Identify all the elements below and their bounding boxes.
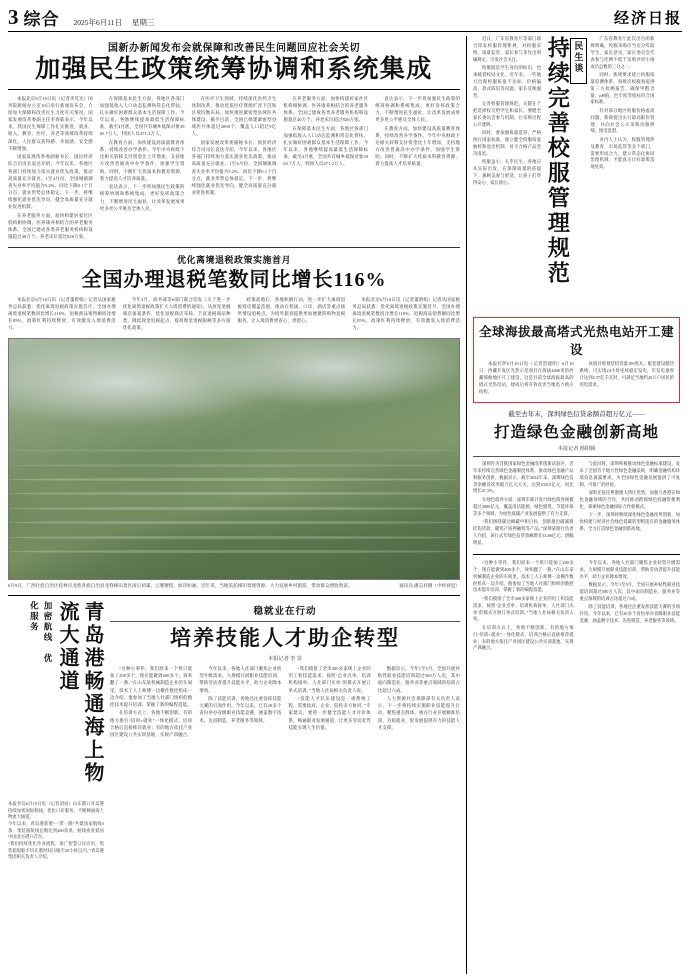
divider (8, 247, 460, 248)
paragraph: 在教育方面，加快建设高质量教育体系，持续改善办学条件。今年中央财政下达相关转移支付资金比上年增加，支持地方改善普通高中办学条件、加强学生资助。同时，不断扩大优质本科教育资源，着力提高人才培养质量。 (99, 140, 185, 181)
paragraph: “我们摸排了全市300多家规上企业的用工和技能需求，按照‘企业点单、培训机构接单、人社部门买单’的模式开展订单式培训。”当地人社局相关负责人说。 (288, 666, 371, 693)
paragraph: 除了技能培训，各地还注重发挥技能大赛的引领作用。今年以来，已有20多个省份举办省级职业技能竞赛，涵盖数字技术、先进制造、养老服务等领域。 (579, 604, 680, 623)
paragraph: 校服虽小，关乎民生。各地应从实际出发，在保障质量的前提下，兼顾美观与舒适，让孩子们穿得安心、家长放心。 (473, 158, 541, 185)
paragraph: 针对部分地区校服价格虚高问题，新规提出实行最高限价管理，并向社会公示采购价格明细，接受监督。 (590, 107, 655, 134)
divider (473, 456, 680, 457)
paragraph: 今年以来，青岛港新增“一带一路”共建国家航线3条，集装箱航线总数达到260余条，航线密度稳居中国北方港口首位。 (8, 820, 104, 840)
paragraph: 数据显示，今年1至5月，全国开展补贴性职业技能培训超过500万人次，其中面向制造业、服务业等重点领域的培训占比超过六成。 (377, 666, 460, 693)
minsheng-title-group (544, 36, 587, 312)
green-col-2 (580, 461, 681, 548)
paragraph: 校服既是学生身份的标识，也承载着校园文化。近年来，一些地方出现校服质量不达标、价格偏高、款式陈旧等问题，家长反映强烈。 (473, 65, 541, 98)
paragraph: 在养老服务方面，加快构建居家社区机构相协调、医养康养相结合的养老服务体系。全国已建成各类养老服务机构和设施超过40万个，养老床位超过820万张。 (8, 212, 93, 240)
green-byline: 本报记者 杨阳腾 (557, 445, 596, 452)
paragraph: 除了技能培训，各地还注重发挥技能大赛的引领作用。今年以来，已有20多个省份举办省级职业技能竞赛，涵盖数字技术、先进制造、养老服务等领域。 (199, 696, 282, 723)
paragraph: 本报青岛6月10日电（记者刘成）山东港口青岛港持续加密国际航线，优化口岸服务，不断畅通海上物流大通道。 (8, 800, 104, 820)
paragraph: “这种小零件，我们原来一个班只能加工200多个，现在能做到400多个，效率翻了一番。”在山东某机械制造企业的车间里，技术工人王师傅一边操作数控机床一边介绍。他参加了当地人社部门组织的数控技术提升培训，掌握了新的编程技能。 (473, 559, 574, 593)
paragraph: 深圳作为首批国家绿色金融改革创新试验区，近年来持续完善绿色金融制度体系，推动绿色金融产品和服务创新。数据显示，截至2024年末，深圳绿色信贷余额首次突破万亿元大关，达到10215亿元，同比增长21.5%。 (473, 460, 574, 494)
lead-body (8, 95, 460, 242)
paragraph: “技能人才队伍建设是一项系统工程，需要政府、企业、院校多方协同。”专家建议，要进一步健全技能人才评价体系，畅通职业发展通道，让更多劳动者凭技能实现人生价值。 (288, 696, 371, 730)
paragraph: 下一步，深圳将继续深化绿色金融改革创新，加快构建与经济社会绿色低碳转型相适应的金融服务体系，全力打造绿色金融创新高地。 (579, 512, 680, 531)
qingdao-feature (8, 601, 104, 801)
minsheng-side-text-2 (590, 36, 654, 312)
bottom-col-2 (199, 665, 281, 739)
paragraph: 在保障基本民生方面，各地区各部门加强低收入人口动态监测和常态化帮扶，扎实做好困难群众基本生活保障工作。今年以来，各地继续提高最低生活保障标准，截至4月底，全国共有城乡低保对象3965.7万人，特困人员471.2万人。 (283, 125, 369, 167)
paragraph: “我们持续优化作业流程，推广智慧口岸应用，集装箱船舶平均在港时间压缩至20小时以内。”青岛港集团相关负责人介绍。 (8, 840, 104, 860)
boxed-story (473, 317, 680, 403)
section-name: 综合 (23, 10, 60, 29)
page-number: 3 (8, 5, 19, 29)
right-bottom-body (473, 560, 680, 654)
paragraph: 同时，新规要求建立校服质量追溯体系，每批次校服须提供第三方检测报告，确保甲醛含量、pH值、色牢度等指标符合国家标准。 (590, 71, 655, 105)
caption-text: 6月9日，广西壮族自治区桂林市龙胜各族自治县龙脊梯田景区雨后初霁，云雾缭绕，如诗如画。近年来，当地依托梯田景观资源，大力发展乡村旅游，带动群众增收致富。 (8, 582, 353, 588)
boxed-body (479, 361, 674, 397)
paragraph: “这种小零件，我们原来一个班只能加工200多个，现在能做到400多个，效率翻了一番。”在山东某机械制造企业的车间里，技术工人王师傅一边操作数控机床一边介绍。他参加了当地人社部门组织的数控技术提升培训，掌握了新的编程技能。 (110, 666, 193, 707)
story2-col-1 (8, 296, 116, 333)
paragraph: 广东省教育厅此次出台的新规明确，校服采购应当充分听取学生、家长意见，家长委员会代表参与比例不低于采购评审小组成员总数的三分之一。 (590, 36, 655, 69)
green-body (473, 461, 680, 548)
boxed-headline: 全球海拔最高塔式光热电站开工建设 (479, 325, 675, 357)
paragraph: 在教育方面，加快建设高质量教育体系，持续改善办学条件。今年中央财政下达相关转移支付资金比上年增加，支持地方改善普通高中办学条件、加强学生资助。同时，不断扩大优质本科教育资源，着力提高人才培养质量。 (375, 125, 460, 167)
paragraph: 完善校服管理规范，关键在于把选择权交给学生和家长。要健全家长委员会参与机制，让采购过程公开透明。 (473, 100, 541, 127)
story2-col-2 (123, 296, 231, 333)
minsheng-tag: 民生谈 (570, 38, 587, 84)
page-grid (8, 36, 682, 974)
terrace-photo (8, 338, 460, 580)
green-kicker: 截至去年末，深圳绿色信贷余额首超万亿元—— (508, 410, 645, 418)
green-col-1 (473, 461, 574, 548)
photo-credit: 通讯员 潘志祥摄（中经视觉） (399, 582, 460, 588)
paragraph: 在保障基本民生方面，各地区各部门加强低收入人口动态监测和常态化帮扶，扎实做好困难群众基本生活保障工作。今年以来，各地继续提高最低生活保障标准，截至4月底，全国共有城乡低保对象3965.7万人，特困人员471.2万人。 (99, 95, 185, 137)
photo-block (8, 338, 460, 589)
lead-col-3 (192, 95, 277, 242)
story2-col-4 (352, 296, 460, 333)
paragraph: 本报拉萨6月10日电（记者贺建明）6月10日，西藏开发区光热示范项目在海拔4400米的西藏那曲地区开工建设，这是目前全球海拔最高的塔式光热电站，建成后将有效改善当地电力供应结构。 (479, 361, 574, 394)
paragraph: 本报北京6月10日讯（记者董碧娟）记者从国家税务总局获悉：优化离境退税政策实施首月，全国办理离境退税笔数同比增长116%，退税商品销售额同比增长85%，政策红利持续释放，有效激发入境消费活力。 (352, 296, 460, 331)
right-bottom-col-1 (473, 560, 574, 654)
divider (8, 89, 460, 90)
paragraph: 近日，广东省教育厅等部门联合印发校服管理新规，对校服采购、质量监管、家长参与等作出明确规定，引发社会关注。 (473, 36, 541, 62)
paragraph: 袁达表示，下一步将加强民生政策的统筹协调和系统集成，更好发挥政策合力，不断增进民生福祉，让改革发展成果更多更公平惠及全体人民。 (99, 184, 185, 211)
qingdao-kicker: 加密航线 优化服务 (29, 600, 53, 664)
paragraph: 国家发展改革委副秘书长、国民经济综合司司长袁达介绍，今年以来，各地区各部门持续加力落实就业优先政策，推动高质量充分就业。1至4月份，全国城镇调查失业率平均值为5.2%，同比下降0.1个百分点，就业形势总体稳定。下一步，将继续强化就业优先导向，健全高质量充分就业促进机制。 (191, 140, 277, 195)
paragraph: 今年以来，各地人社部门聚焦企业转型升级需求，大规模开展职业技能培训，帮助劳动者提升技能水平，助力企业降本增效。 (199, 666, 282, 693)
bottom-byline (110, 655, 460, 662)
paragraph: 在医疗卫生领域，持续深化医药卫生体制改革，推动优质医疗资源扩容下沉和区域均衡布局。加快推进紧密型县域医共体建设，截至目前，全国已组建紧密型县域医共体超过2000个，覆盖人口超过9亿人。 (191, 95, 277, 137)
qingdao-title: 青岛港畅通海上物流大通道 (56, 600, 103, 785)
lead-col-5 (375, 95, 460, 242)
story2-kicker: 优化离境退税政策实施首月 (176, 254, 291, 265)
paragraph: 袁达表示，下一步将加强民生政策的统筹协调和系统集成，更好发挥政策合力，不断增进民生福祉，让改革发展成果更多更公平惠及全体人民。 (375, 95, 460, 123)
paragraph: 本报北京6月10日讯（记者李芃达）国务院新闻办公室10日举行新闻发布会，介绍加大保障和改善民生力度有关情况。国家发展改革委副主任李春临表示，今年以来，我国民生保障工作扎实推进，就业、收入、教育、医疗、养老等领域改革持续深化，人民群众获得感、幸福感、安全感不断增强。 (8, 95, 93, 151)
paragraph: 在绿色债券方面，深圳市累计发行绿色债券规模超过2000亿元，覆盖清洁能源、绿色建筑、节能环保等多个领域，为绿色低碳产业发展提供了有力支撑。 (473, 496, 574, 516)
paragraph: 数据显示，今年1至5月，全国开展补贴性职业技能培训超过500万人次，其中面向制造业、服务业等重点领域的培训占比超过六成。 (579, 582, 680, 601)
paragraph: 本报北京6月10日讯（记者董碧娟）记者从国家税务总局获悉：优化离境退税政策实施首月，全国办理离境退税笔数同比增长116%，退税商品销售额同比增长85%，政策红利持续释放，有效激发入境消费活力。 (8, 296, 116, 331)
paragraph: 国家发展改革委副秘书长、国民经济综合司司长袁达介绍，今年以来，各地区各部门持续加力落实就业优先政策，推动高质量充分就业。1至4月份，全国城镇调查失业率平均值为5.2%，同比下降0.1个百分点，就业形势总体稳定。下一步，将继续强化就业优先导向，健全高质量充分就业促进机制。 (8, 154, 93, 210)
story2-col-3 (238, 296, 346, 333)
left-column (8, 36, 460, 974)
green-headline: 打造绿色金融创新高地 (493, 423, 659, 441)
lead-col-2 (100, 95, 185, 242)
byline-label: 本报记者 (268, 656, 289, 663)
paragraph: 同时，要加强质量监管，严格执行国家标准，建立健全校服质量抽检和退出机制，对不合格产品坚决清退。 (473, 129, 541, 156)
lead-headline: 加强民生政策统筹协调和系统集成 (35, 56, 433, 83)
paragraph: 今年4月，商务部等6部门联合印发《关于进一步优化离境退税政策扩大入境消费的通知》，从放宽退税商店备案条件、优化退税商店布局、丰富退税商品种类、降低现金退税起点、提高现金退税限额等多方面优化政策。 (122, 296, 231, 331)
divider (473, 554, 680, 555)
bottom-col-4 (378, 665, 460, 739)
paragraph: 业内人士认为，校服管理涉及教育、市场监管等多个部门，需要形成合力，建立常态化协同治理机制，才能真正让好政策落地见效。 (590, 136, 655, 170)
paragraph: 在养老服务方面，加快构建居家社区机构相协调、医养康养相结合的养老服务体系。全国已建成各类养老服务机构和设施超过40万个，养老床位超过820万张。 (283, 95, 369, 123)
paragraph: 人力资源社会保障部有关负责人表示，下一步将持续实施职业技能提升行动，聚焦重点群体、重点行业开展精准培训，为稳就业、促发展提供有力的技能人才支撑。 (377, 696, 460, 730)
qingdao-body (8, 801, 104, 861)
lead-col-1 (8, 95, 93, 242)
minsheng-block (473, 36, 680, 312)
paragraph: 该项目规划装机容量100兆瓦，配套建设储热系统，可实现24小时连续稳定发电，年发电量预计达到2.37亿千瓦时，可满足当地约20万户居民的用电需求。 (579, 361, 674, 387)
paragraph: 在培训方式上，各地不断创新。有的地方推行“培训+就业”一体化模式，培训合格后直接推荐就业；有的地方依托产业园区建设公共实训基地，实现产训融合。 (473, 624, 574, 651)
bottom-section-tag: 稳就业在行动 (253, 606, 317, 617)
issue-date (74, 19, 155, 29)
bottom-col-3 (289, 665, 371, 739)
story2-body (8, 296, 460, 333)
story2-headline: 全国办理退税笔数同比增长116% (81, 268, 387, 291)
masthead (8, 6, 682, 32)
boxed-col-1 (479, 361, 574, 397)
divider (8, 595, 460, 596)
bottom-body (110, 665, 460, 739)
photo-caption (8, 582, 460, 589)
lower-left-block (8, 601, 460, 801)
right-bottom-col-2 (580, 560, 681, 654)
boxed-col-2 (580, 361, 675, 397)
paragraph: 在培训方式上，各地不断创新。有的地方推行“培训+就业”一体化模式，培训合格后直接推荐就业；有的地方依托产业园区建设公共实训基地，实现产训融合。 (110, 710, 193, 737)
weekday-text: 星期三 (131, 17, 155, 27)
minsheng-side-text (473, 36, 541, 312)
paragraph: 今年以来，各地人社部门聚焦企业转型升级需求，大规模开展职业技能培训，帮助劳动者提升技能水平，助力企业降本增效。 (579, 559, 680, 579)
bottom-story-block (110, 601, 460, 801)
paragraph: 深圳还依托粤港澳大湾区优势，加强与香港在绿色金融领域的合作，共同推动跨境绿色投融资便利化，探索绿色金融国际合作新模式。 (579, 489, 680, 509)
paragraph: “我们摸排了全市300多家规上企业的用工和技能需求，按照‘企业点单、培训机构接单、人社部门买单’的模式开展订单式培训。”当地人社局相关负责人说。 (473, 595, 574, 622)
paragraph: “我们围绕碳达峰碳中和目标，创新推出碳减排挂钩贷款、碳资产质押融资等产品。”深圳某银行负责人介绍，该行去年绿色信贷余额增长33.86亿元，增幅明显。 (473, 518, 574, 545)
paragraph: 与此同时，深圳积极推动绿色金融标准建设，发布了全国首个地方性绿色金融法规，明确金融机构环境信息披露要求，为全国绿色金融发展提供了可复制、可推广的经验。 (579, 460, 680, 487)
lead-kicker: 国新办新闻发布会就保障和改善民生问题回应社会关切 (108, 43, 360, 54)
bottom-headline: 培养技能人才助企转型 (170, 625, 400, 650)
byline-name: 李 景 (290, 656, 302, 663)
paragraph: 政策落地后，各地积极行动，进一步扩大离境退税商店覆盖范围，推动在机场、口岸、酒店等重点场所增设退税点，为境外旅客提供更加便捷的购物退税服务，让入境消费更省心、更舒心。 (237, 296, 346, 324)
date-text: 2025年6月11日 (73, 17, 122, 27)
paper-logo: 经济日报 (613, 11, 682, 27)
divider (110, 621, 460, 622)
bottom-col-1 (110, 665, 192, 739)
minsheng-title: 持续完善校服管理规范 (545, 36, 571, 286)
right-column (466, 36, 680, 974)
lead-col-4 (283, 95, 368, 242)
